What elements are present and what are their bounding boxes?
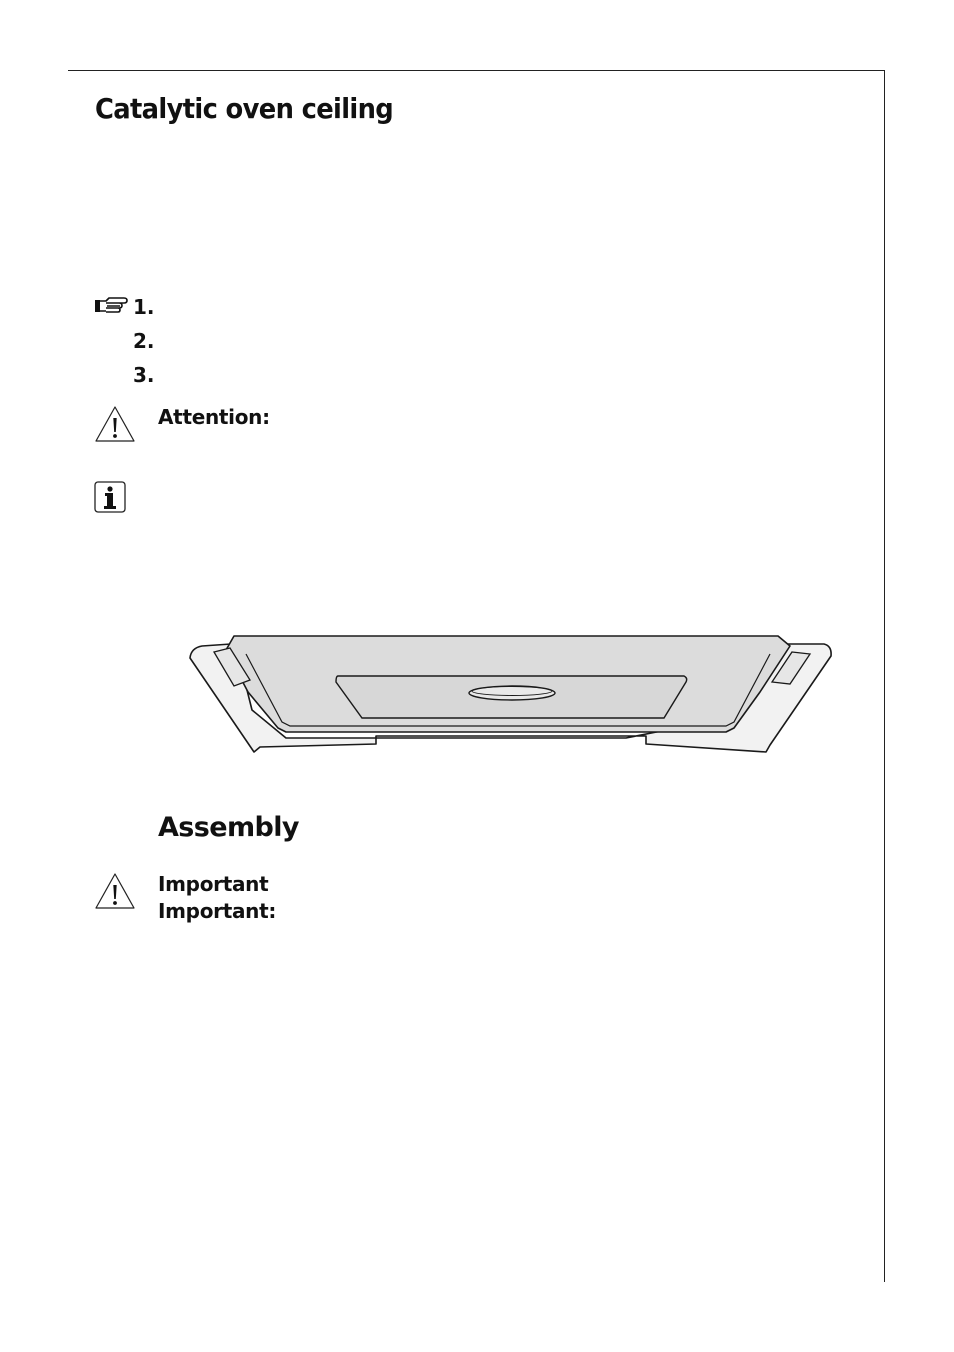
- pointing-hand-icon: [94, 296, 128, 316]
- step-2-number: 2.: [133, 329, 155, 353]
- attention-label: Attention:: [158, 405, 270, 429]
- catalytic-ceiling-diagram: [186, 630, 836, 760]
- warning-triangle-icon: [93, 871, 137, 911]
- page-title: Catalytic oven ceiling: [95, 92, 394, 125]
- top-rule: [68, 70, 885, 71]
- right-rule: [884, 70, 885, 1282]
- important-colon-label: Important:: [158, 899, 277, 923]
- info-icon: [94, 481, 126, 513]
- step-1-number: 1.: [133, 295, 155, 319]
- step-3-number: 3.: [133, 363, 155, 387]
- warning-triangle-icon: [93, 404, 137, 444]
- important-label: Important: [158, 872, 269, 896]
- assembly-heading: Assembly: [158, 812, 299, 843]
